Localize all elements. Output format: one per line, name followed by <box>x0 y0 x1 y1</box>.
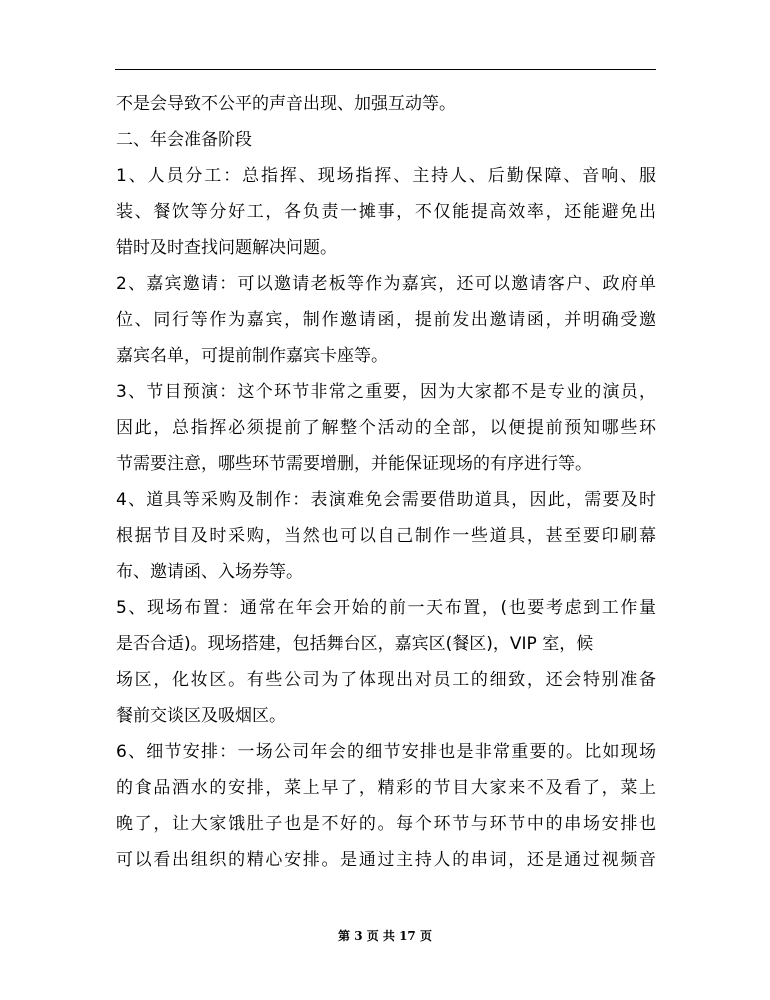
text-line: 的食品酒水的安排，菜上早了，精彩的节目大家来不及看了，菜上 <box>116 778 656 798</box>
text-line: 错时及时查找问题解决问题。 <box>116 238 337 258</box>
text-line: 位、同行等作为嘉宾，制作邀请函，提前发出邀请函，并明确受邀 <box>116 310 656 330</box>
text-line: 6、细节安排：一场公司年会的细节安排也是非常重要的。比如现场 <box>116 742 656 762</box>
text-line: 嘉宾名单，可提前制作嘉宾卡座等。 <box>116 346 388 366</box>
text-line: 二、年会准备阶段 <box>116 130 252 150</box>
text-line: 3、节目预演：这个环节非常之重要，因为大家都不是专业的演员， <box>116 382 656 402</box>
page-footer: 第 3 页 共 17 页 <box>338 929 432 943</box>
text-line: 2、嘉宾邀请：可以邀请老板等作为嘉宾，还可以邀请客户、政府单 <box>116 274 656 294</box>
text-line: 场区，化妆区。有些公司为了体现出对员工的细致，还会特别准备 <box>116 670 656 690</box>
text-line: 5、现场布置：通常在年会开始的前一天布置，(也要考虑到工作量 <box>116 598 656 618</box>
text-line: 是否合适)。现场搭建，包括舞台区，嘉宾区(餐区)，VIP 室，候 <box>116 634 594 654</box>
text-line: 可以看出组织的精心安排。是通过主持人的串词，还是通过视频音 <box>116 850 656 870</box>
text-line: 根据节目及时采购，当然也可以自己制作一些道具，甚至要印刷幕 <box>116 526 656 546</box>
text-line: 晚了，让大家饿肚子也是不好的。每个环节与环节中的串场安排也 <box>116 814 656 834</box>
text-line: 装、餐饮等分好工，各负责一摊事，不仅能提高效率，还能避免出 <box>116 202 656 222</box>
text-line: 餐前交谈区及吸烟区。 <box>116 706 286 726</box>
text-line: 因此，总指挥必须提前了解整个活动的全部，以便提前预知哪些环 <box>116 418 656 438</box>
header-rule <box>115 69 656 70</box>
text-line: 4、道具等采购及制作：表演难免会需要借助道具，因此，需要及时 <box>116 490 656 510</box>
document-body <box>116 86 656 878</box>
text-line: 节需要注意，哪些环节需要增删，并能保证现场的有序进行等。 <box>116 454 592 474</box>
text-line: 布、邀请函、入场券等。 <box>116 562 303 582</box>
text-line: 不是会导致不公平的声音出现、加强互动等。 <box>116 94 456 114</box>
text-line: 1、人员分工：总指挥、现场指挥、主持人、后勤保障、音响、服 <box>116 166 656 186</box>
